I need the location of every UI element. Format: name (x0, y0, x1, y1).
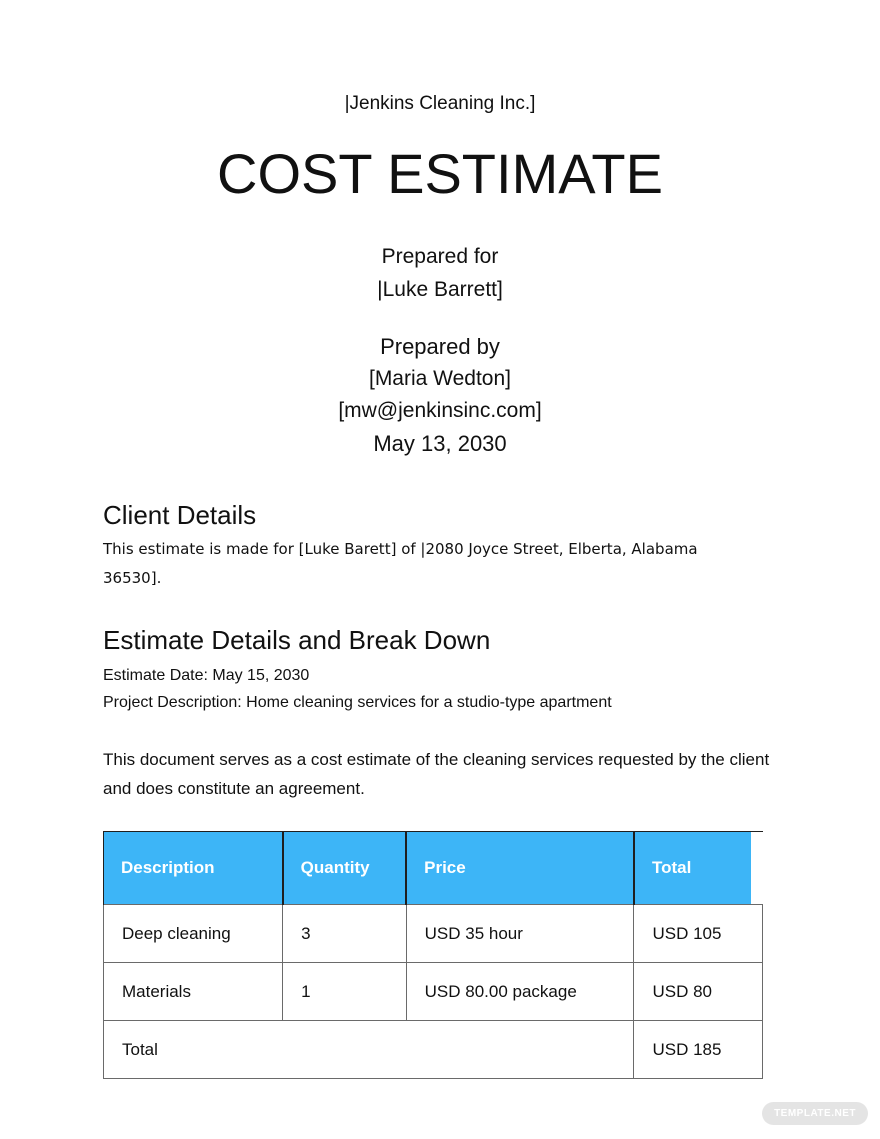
table-row (104, 905, 763, 963)
cell-description: Deep cleaning (104, 905, 283, 963)
company-name: |Jenkins Cleaning Inc.] (344, 93, 536, 114)
header-total: Total (634, 832, 763, 905)
table-header-row (104, 832, 763, 905)
cell-description: Materials (104, 963, 283, 1021)
preparer-email: [mw@jenkinsinc.com] (338, 399, 542, 422)
total-value: USD 185 (634, 1021, 763, 1079)
header-quantity: Quantity (283, 832, 406, 905)
disclaimer-text: This document serves as a cost estimate of the cleaning services requested by the client and does constitute an agreement. (103, 750, 770, 798)
cell-total: USD 105 (634, 905, 763, 963)
prepared-by-label: Prepared by (380, 334, 500, 359)
header-description: Description (104, 832, 283, 905)
cell-quantity: 1 (283, 963, 406, 1021)
client-details-heading: Client Details (103, 500, 257, 530)
cell-quantity: 3 (283, 905, 406, 963)
cell-price: USD 35 hour (406, 905, 634, 963)
cell-price: USD 80.00 package (406, 963, 634, 1021)
estimate-date: Estimate Date: May 15, 2030 (103, 667, 310, 684)
table-total-row (104, 1021, 763, 1079)
prepared-date: May 13, 2030 (373, 431, 507, 456)
preparer-name: [Maria Wedton] (368, 367, 511, 390)
header-price: Price (406, 832, 634, 905)
cell-total: USD 80 (634, 963, 763, 1021)
client-name: |Luke Barrett] (377, 278, 503, 301)
document-title: COST ESTIMATE (217, 142, 663, 205)
estimate-details-heading: Estimate Details and Break Down (103, 625, 491, 655)
estimate-table (103, 831, 763, 1079)
watermark-logo: TEMPLATE.NET (762, 1102, 868, 1125)
client-details-text: This estimate is made for [Luke Barett] of |2080 Joyce Street, Elberta, Alabama 36530]. (103, 540, 698, 587)
project-description: Project Description: Home cleaning services for a studio-type apartment (103, 694, 612, 711)
table-row (104, 963, 763, 1021)
total-label: Total (104, 1021, 634, 1079)
prepared-for-label: Prepared for (381, 245, 499, 268)
